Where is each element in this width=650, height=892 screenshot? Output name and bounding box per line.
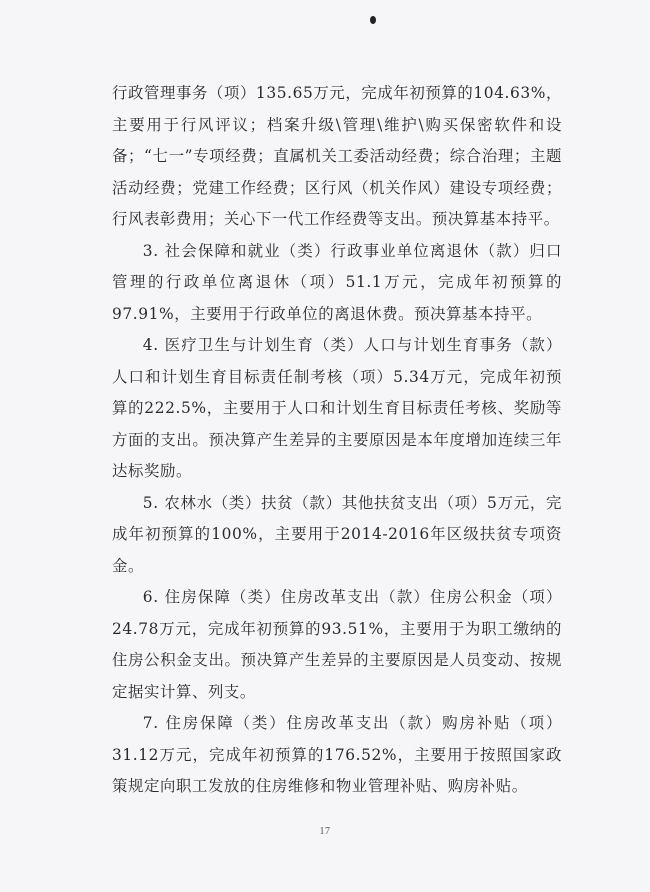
- page-number: 17: [319, 826, 331, 837]
- paragraph-housing-subsidy: 7. 住房保障（类）住房改革支出（款）购房补贴（项）31.12万元，完成年初预算的176.52%，主要用于按照国家政策规定向职工发放的住房维修和物业管理补贴、购房补贴。: [112, 714, 562, 795]
- paragraph-social-security: 3. 社会保障和就业（类）行政事业单位离退休（款）归口管理的行政单位离退休（项）51.1万元，完成年初预算的97.91%，主要用于行政单位的离退休费。预决算基本持平。: [112, 241, 562, 323]
- paragraph-agriculture-poverty: 5. 农林水（类）扶贫（款）其他扶贫支出（项）5万元，完成年初预算的100%，主要用于2014-2016年区级扶贫专项资金。: [112, 493, 562, 575]
- paragraph-admin-affairs: 行政管理事务（项）135.65万元，完成年初预算的104.63%，主要用于行风评议；档案升级\管理\维护\购买保密软件和设备；“七一”专项经费；直属机关工委活动经费；综合治理；主题活动经费；党建工作经费；区行风（机关作风）建设专项经费；行风表彰费用；关心下一代工作经费等支出。预决算基本持平。: [112, 84, 562, 228]
- paragraph-health-family-planning: 4. 医疗卫生与计划生育（类）人口与计划生育事务（款）人口和计划生育目标责任制考核（项）5.34万元，完成年初预算的222.5%，主要用于人口和计划生育目标责任考核、奖励等方面的支出。预决算产生差异的主要原因是本年度增加连续三年达标奖励。: [112, 336, 562, 480]
- document-body: [112, 78, 562, 803]
- scan-mark: [370, 16, 376, 24]
- paragraph-housing-fund: 6. 住房保障（类）住房改革支出（款）住房公积金（项）24.78万元，完成年初预算的93.51%，主要用于为职工缴纳的住房公积金支出。预决算产生差异的主要原因是人员变动、按规定据实计算、列支。: [112, 588, 562, 701]
